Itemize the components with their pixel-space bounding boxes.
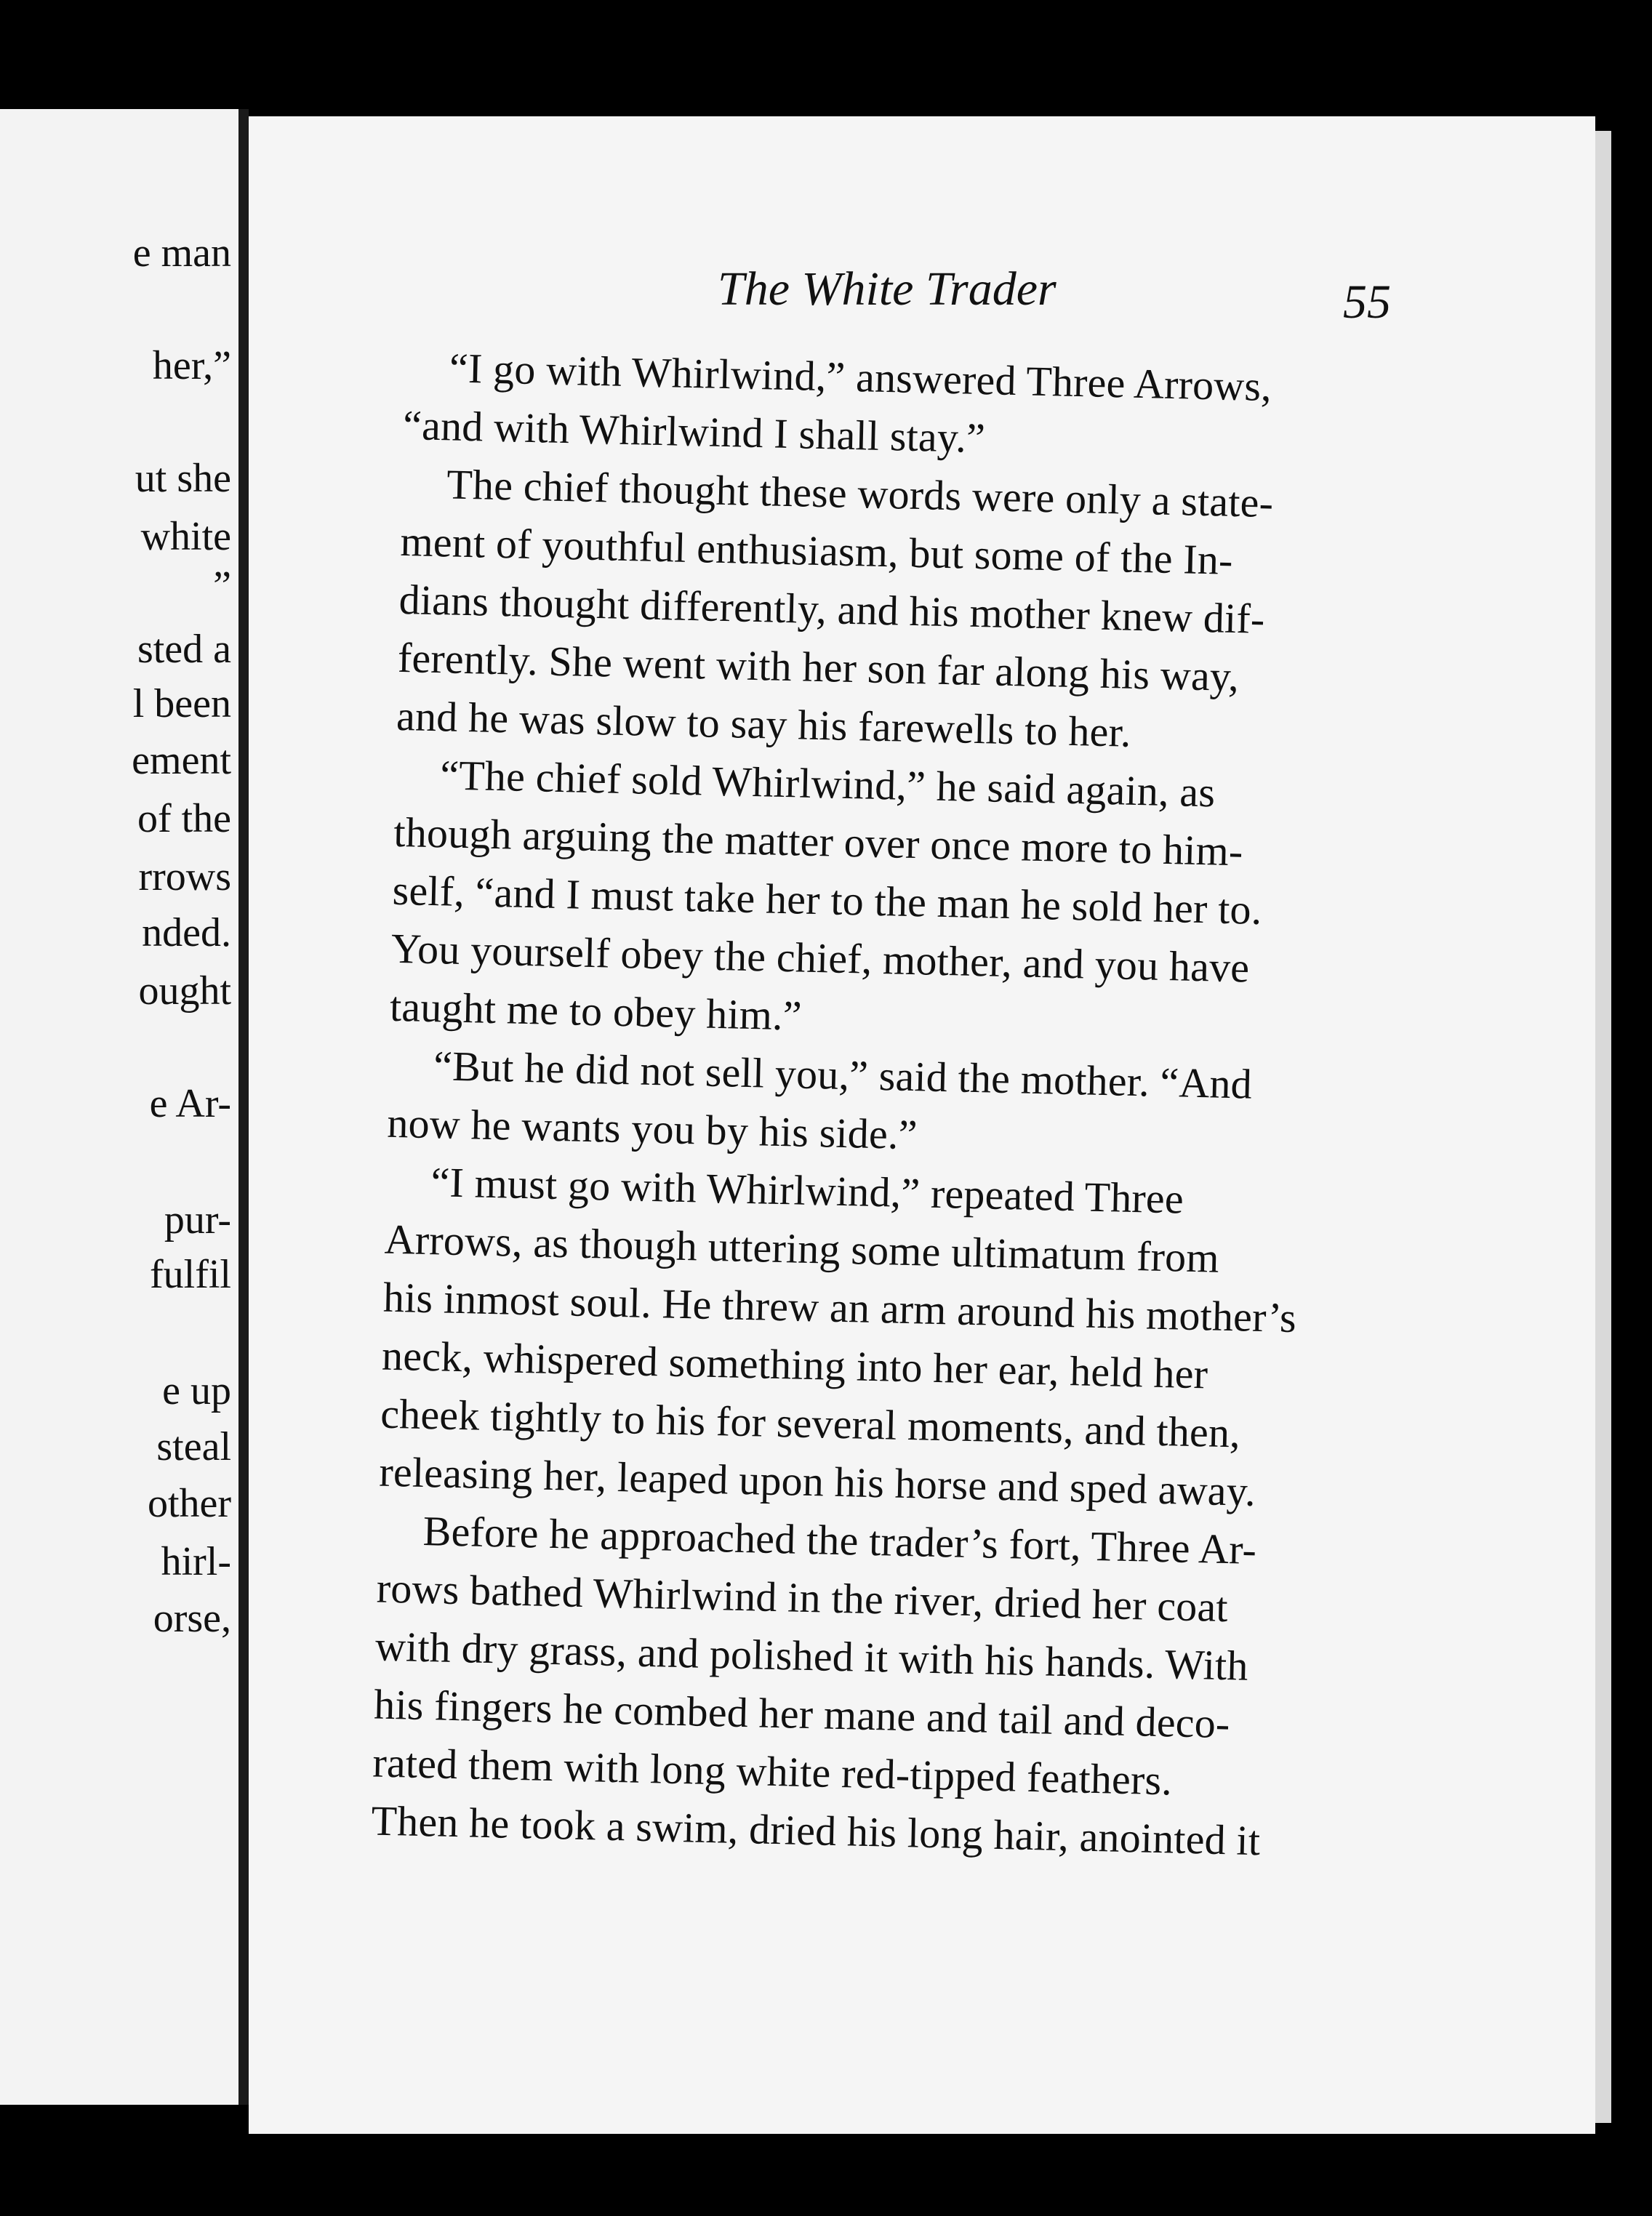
left-page-fragment: e up (162, 1368, 231, 1413)
page-edge (1595, 131, 1611, 2123)
text-line: and he was slow to say his farewells to her. (396, 691, 1132, 756)
left-page-fragment: rrows (138, 854, 231, 899)
text-line: dians thought differently, and his mother knew dif- (398, 575, 1266, 643)
left-page-fragment: orse, (153, 1596, 231, 1641)
right-page (249, 116, 1595, 2134)
running-head: The White Trader (718, 262, 1056, 316)
text-line: “The chief sold Whirlwind,” he said again, as (439, 751, 1216, 816)
text-line: Then he took a swim, dried his long hair, anointed it (370, 1797, 1261, 1865)
text-line: with dry grass, and polished it with his hands. With (374, 1622, 1249, 1690)
left-page-fragment: e Ar- (149, 1081, 231, 1126)
left-page-fragment: sted a (137, 627, 231, 672)
text-line: ferently. She went with her son far along his way, (397, 633, 1240, 701)
left-page-fragment: ut she (135, 456, 231, 501)
text-line: You yourself obey the chief, mother, and you have (390, 924, 1251, 992)
text-line: “But he did not sell you,” said the mother. “And (433, 1042, 1253, 1108)
text-line: now he wants you by his side.” (386, 1099, 918, 1159)
left-page-fragment: l been (132, 681, 231, 726)
text-line: though arguing the matter over once more to him- (393, 808, 1244, 875)
text-line: Arrows, as though uttering some ultimatum from (384, 1215, 1220, 1282)
text-line: self, “and I must take her to the man he sold her to. (392, 866, 1263, 934)
text-line: releasing her, leaped upon his horse and sped away. (378, 1448, 1256, 1515)
left-page-fragment: ought (138, 968, 231, 1013)
page-number: 55 (1343, 276, 1391, 329)
text-line: “I go with Whirlwind,” answered Three Arrows, (449, 344, 1272, 411)
left-page-fragment: fulfil (150, 1252, 231, 1297)
text-line: Before he approached the trader’s fort, Three Ar- (422, 1506, 1257, 1573)
text-line: The chief thought these words were only a state- (446, 460, 1274, 527)
left-page-fragment: pur- (164, 1197, 231, 1243)
left-page-fragment: white (140, 514, 231, 559)
left-page-fragment: nded. (142, 910, 231, 955)
text-line: “I must go with Whirlwind,” repeated Three (430, 1158, 1184, 1223)
text-line: his fingers he combed her mane and tail and deco- (373, 1680, 1231, 1748)
book-gutter (238, 109, 249, 2105)
left-page (0, 109, 238, 2105)
left-page-fragment: ement (132, 738, 231, 783)
left-page-fragment: ” (213, 563, 231, 609)
text-line: his inmost soul. He threw an arm around his mother’s (382, 1273, 1297, 1342)
page-header (249, 262, 1595, 327)
left-page-fragment: other (147, 1481, 231, 1526)
text-line: ment of youthful enthusiasm, but some of the In- (399, 517, 1234, 584)
body-text (371, 338, 1408, 1873)
text-line: taught me to obey him.” (389, 982, 803, 1040)
left-page-fragment: steal (156, 1424, 231, 1469)
left-page-fragment: her,” (152, 343, 231, 388)
text-line: neck, whispered something into her ear, held her (381, 1331, 1208, 1398)
text-line: rated them with long white red-tipped feathers. (372, 1738, 1173, 1804)
left-page-fragment: e man (132, 230, 231, 276)
text-line: rows bathed Whirlwind in the river, dried her coat (376, 1564, 1229, 1631)
text-line: cheek tightly to his for several moments, and then, (380, 1389, 1241, 1457)
left-page-fragment: of the (137, 796, 231, 841)
text-line: “and with Whirlwind I shall stay.” (402, 401, 986, 462)
left-page-fragment: hirl- (161, 1539, 231, 1584)
